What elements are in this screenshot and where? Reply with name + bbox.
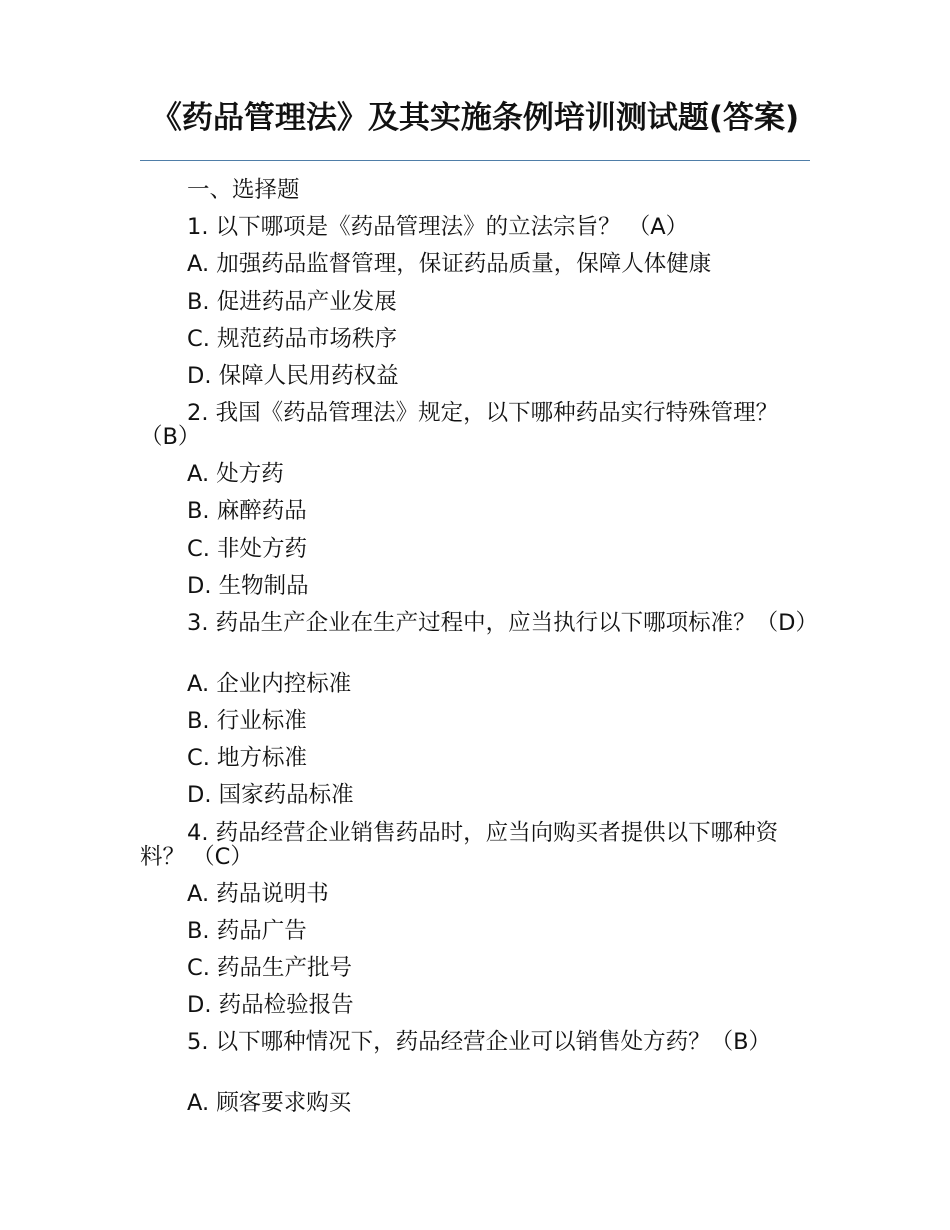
question-4-option-a: A. 药品说明书 bbox=[187, 880, 329, 907]
question-4-option-d: D. 药品检验报告 bbox=[187, 992, 354, 1019]
question-3-option-b: B. 行业标准 bbox=[187, 708, 307, 735]
question-4: 4. 药品经营企业销售药品时，应当向购买者提供以下哪种资料？ （C） bbox=[140, 819, 779, 870]
question-2-option-a: A. 处方药 bbox=[187, 461, 284, 488]
question-2-option-d: D. 生物制品 bbox=[187, 572, 309, 599]
question-2: 2. 我国《药品管理法》规定，以下哪种药品实行特殊管理？ （B） bbox=[140, 400, 779, 451]
question-2-option-b: B. 麻醉药品 bbox=[187, 498, 307, 525]
question-1-option-c: C. 规范药品市场秩序 bbox=[187, 325, 398, 352]
question-4-option-c: C. 药品生产批号 bbox=[187, 955, 353, 981]
section-heading: 一、选择题 bbox=[187, 177, 300, 203]
title-underline bbox=[140, 160, 810, 161]
question-3-option-a: A. 企业内控标准 bbox=[187, 670, 352, 697]
question-5: 5. 以下哪种情况下，药品经营企业可以销售处方药？（B） bbox=[187, 1029, 772, 1056]
question-3-option-d: D. 国家药品标准 bbox=[187, 782, 354, 809]
question-4-option-b: B. 药品广告 bbox=[187, 917, 307, 944]
document-body bbox=[140, 177, 818, 1129]
page-title: 《药品管理法》及其实施条例培训测试题(答案) bbox=[150, 100, 800, 136]
question-1-option-b: B. 促进药品产业发展 bbox=[187, 288, 397, 315]
question-3-option-c: C. 地方标准 bbox=[187, 745, 308, 772]
question-1-option-a: A. 加强药品监督管理，保证药品质量，保障人体健康 bbox=[187, 251, 712, 278]
question-2-option-c: C. 非处方药 bbox=[187, 535, 308, 562]
question-5-option-a: A. 顾客要求购买 bbox=[187, 1090, 352, 1117]
question-3: 3. 药品生产企业在生产过程中，应当执行以下哪项标准？（D） bbox=[187, 609, 818, 636]
question-1: 1. 以下哪项是《药品管理法》的立法宗旨？ （A） bbox=[187, 214, 689, 241]
question-1-option-d: D. 保障人民用药权益 bbox=[187, 362, 399, 389]
